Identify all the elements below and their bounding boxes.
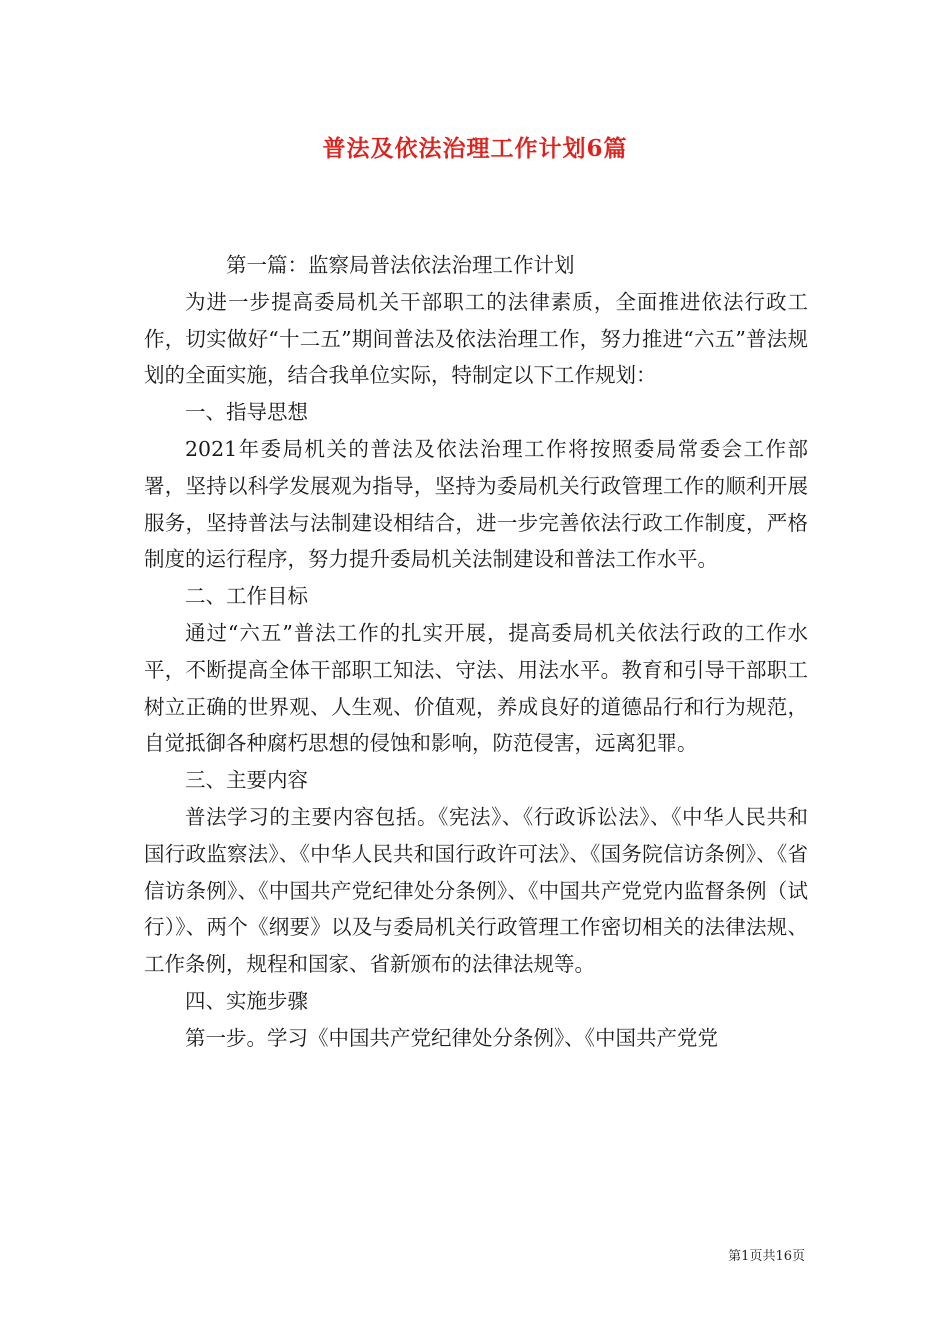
paragraph: 通过“六五”普法工作的扎实开展，提高委局机关依法行政的工作水平，不断提高全体干部职工知法、守法、用法水平。教育和引导干部职工树立正确的世界观、人生观、价值观，养成良好的道德品行和行为规范，自觉抵御各种腐朽思想的侵蚀和影响，防范侵害，远离犯罪。 xyxy=(144,620,808,756)
section-heading: 三、主要内容 xyxy=(185,768,308,793)
paragraph: 普法学习的主要内容包括。《宪法》、《行政诉讼法》、《中华人民共和国行政监察法》、《中华人民共和国行政许可法》、《国务院信访条例》、《省信访条例》、《中国共产党纪律处分条例》、《中国共产党党内监督条例（试行）》、两个《纲要》以及与委局机关行政管理工作密切相关的法律法规、工作条例，规程和国家、省新颁布的法律法规等。 xyxy=(144,804,808,977)
paragraph: 第一步。学习《中国共产党纪律处分条例》、《中国共产党党 xyxy=(185,1025,718,1050)
section-heading: 第一篇：监察局普法依法治理工作计划 xyxy=(226,253,575,277)
page-number: 第1页共16页 xyxy=(728,1249,805,1264)
section-heading: 二、工作目标 xyxy=(185,584,308,609)
paragraph: 为进一步提高委局机关干部职工的法律素质，全面推进依法行政工作，切实做好“十二五”期间普法及依法治理工作，努力推进“六五”普法规划的全面实施，结合我单位实际，特制定以下工作规划： xyxy=(144,289,808,388)
section-heading: 四、实施步骤 xyxy=(185,988,308,1013)
document-body xyxy=(144,247,808,1057)
document-title: 普法及依法治理工作计划6篇 xyxy=(322,135,628,162)
section-heading: 一、指导思想 xyxy=(185,400,308,425)
paragraph: 2021年委局机关的普法及依法治理工作将按照委局常委会工作部署，坚持以科学发展观为指导，坚持为委局机关行政管理工作的顺利开展服务，坚持普法与法制建设相结合，进一步完善依法行政工作制度，严格制度的运行程序，努力提升委局机关法制建设和普法工作水平。 xyxy=(144,436,808,572)
